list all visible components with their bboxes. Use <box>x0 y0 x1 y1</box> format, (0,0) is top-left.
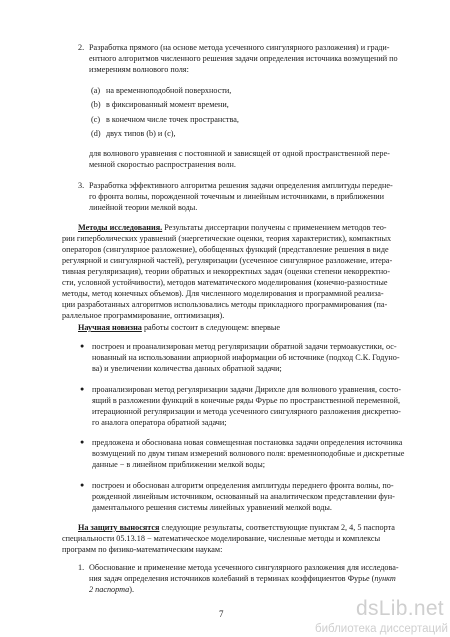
item-2-line-3: измерениям волнового поля: <box>89 65 189 74</box>
bullet-4-line-2: рожденной линейным источником, основанный на аналитическом представлении фун- <box>92 492 395 501</box>
subitem-b-text: в фиксированный момент времени, <box>106 100 229 109</box>
novelty-heading: Научная новизна <box>78 323 142 332</box>
subitem-a-label: (a) <box>91 86 101 95</box>
final-item-note-2: 2 паспорта <box>89 585 130 594</box>
final-item-note-1: пункт <box>374 574 396 583</box>
bullet-3-line-2: возмущений по двум типам измерений волнового поля: временноподобные и дискретные <box>92 449 405 458</box>
novelty-rest: работы состоит в следующем: впервые <box>141 323 281 332</box>
final-item-line-3 <box>89 584 134 595</box>
bullet-1-line-2: нованный на использовании априорной информации об источнике (подход С.К. Годуно- <box>92 353 400 362</box>
defense-first-rest: следующие результаты, соответствующие пунктам 2, 4, 5 паспорта <box>159 523 395 532</box>
bullet-dot-4: ● <box>80 481 85 489</box>
bullet-dot-3: ● <box>80 438 85 446</box>
page-number: 7 <box>219 609 224 619</box>
defense-heading: На защиту выносятся <box>78 523 160 532</box>
subitem-b-label: (b) <box>91 100 101 109</box>
bullet-dot-2: ● <box>80 385 85 393</box>
defense-line-3: программ по физико-математическим наукам: <box>62 545 223 554</box>
methods-line-2: рии гиперболических уравнений (энергетические оценки, теория характеристик), компактных <box>62 234 392 243</box>
bullet-2-line-2: ящий в разложении функций в конечные ряды Фурье по пространственной переменной, <box>92 396 401 405</box>
subitem-a-text: на временноподобной поверхности, <box>106 86 232 95</box>
final-item-line-2 <box>89 573 396 584</box>
bullet-dot-1: ● <box>80 342 85 350</box>
watermark-subtitle: библиотека диссертаций <box>315 623 448 635</box>
watermark <box>300 597 450 637</box>
methods-line-6: сти, условной устойчивости), методов математического моделирования (конечно-разностные <box>62 278 388 287</box>
final-item-number: 1. <box>78 563 85 572</box>
bullet-1-line-3: ва) и увеличении количества данных обратной задачи; <box>92 364 282 373</box>
methods-heading: Методы исследования. <box>78 223 163 232</box>
item-2-number: 2. <box>78 43 85 52</box>
bullet-4-line-1: построен и обоснован алгоритм определения амплитуды переднего фронта волны, по- <box>92 481 394 490</box>
after-subitems-line-2: менной скоростью распространения волн. <box>89 160 236 169</box>
item-3-number: 3. <box>78 181 85 190</box>
methods-line-5: тивная регуляризация), теории обратных и некорректных задач (оценки степени некорректно- <box>62 267 390 276</box>
after-subitems-line-1: для волнового уравнения с постоянной и зависящей от одной пространственной пере- <box>89 149 390 158</box>
defense-line-2: специальности 05.13.18 − математическое моделирование, численные методы и комплексы <box>62 534 381 543</box>
bullet-2-line-4: го аналога оператора обратной задачи; <box>92 418 227 427</box>
subitem-d-text: двух типов (b) и (c), <box>106 129 176 138</box>
methods-line-7: методы, метод конечных объемов). Для численного моделирования и программной реализа- <box>62 289 384 298</box>
item-3-line-1: Разработка эффективного алгоритма решения задачи определения амплитуды передне- <box>89 181 393 190</box>
defense-first-line <box>78 522 395 533</box>
methods-first-rest: Результаты диссертации получены с применением методов тео- <box>162 223 387 232</box>
subitem-c-label: (c) <box>91 115 101 124</box>
item-2-line-2: ентного алгоритмов численного решения задачи определения источника возмущений по <box>89 54 398 63</box>
bullet-4-line-3: даментального решения системы линейных уравнений мелкой воды. <box>92 503 332 512</box>
subitem-c-text: в конечном числе точек пространства, <box>106 115 239 124</box>
final-item-line-2-text: ния задач определения источников колебаний в терминах коэффициентов Фурье ( <box>89 574 375 583</box>
item-3-line-3: линейной теории мелкой воды. <box>89 203 198 212</box>
methods-first-line <box>78 222 387 233</box>
item-3-line-2: го фронта волны, порожденной точечным и линейным источниками, в приближении <box>89 192 385 201</box>
methods-line-3: операторов (сингулярное разложение), обобщенных функций (представление решения в виде <box>62 245 389 254</box>
bullet-2-line-1: проанализирован метод регуляризации задачи Дирихле для волнового уравнения, состо- <box>92 385 401 394</box>
bullet-3-line-1: предложена и обоснована новая совмещенная постановка задачи определения источника <box>92 438 403 447</box>
final-item-tail: ). <box>129 585 135 594</box>
methods-line-9: раллельное программирование, оптимизация). <box>62 311 225 320</box>
methods-line-4: регулярной и сингулярной частей), регуляризации (усеченное сингулярное разложение, итера- <box>62 256 393 265</box>
bullet-3-line-3: данные − в линейном приближении мелкой воды; <box>92 460 265 469</box>
novelty-line <box>78 322 280 333</box>
subitem-d-label: (d) <box>91 129 101 138</box>
watermark-logo: dsLib.net <box>356 597 444 620</box>
item-2-line-1: Разработка прямого (на основе метода усеченного сингулярного разложения) и гради- <box>89 43 390 52</box>
methods-line-8: ции разработанных алгоритмов использовались методы прикладного программирования (па- <box>62 300 388 309</box>
final-item-line-1: Обоснование и применение метода усеченного сингулярного разложения для исследова- <box>89 563 399 572</box>
bullet-2-line-3: итерационной регуляризации и метода усеченного сингулярного разложения дискретно- <box>92 407 401 416</box>
bullet-1-line-1: построен и проанализирован метод регуляризации обратной задачи термоакустики, ос- <box>92 342 397 351</box>
